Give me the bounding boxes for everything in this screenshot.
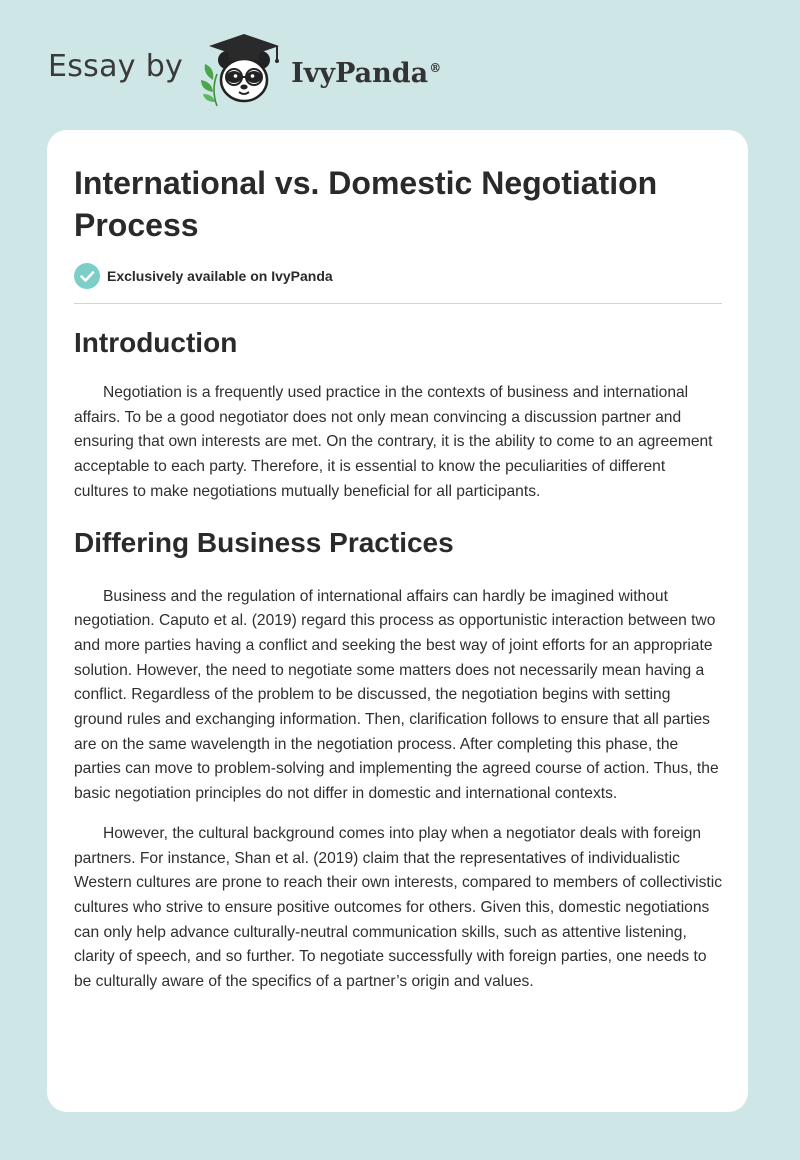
essay-card [47, 130, 748, 1112]
check-circle-icon [74, 263, 100, 289]
exclusive-label: Exclusively available on IvyPanda [107, 268, 333, 284]
essay-title: International vs. Domestic Negotiation Process [74, 165, 658, 243]
section-heading-differing-business-practices: Differing Business Practices [74, 526, 454, 558]
site-brand[interactable] [48, 30, 441, 110]
brand-prefix: Essay by [48, 48, 184, 84]
registered-mark: ® [429, 60, 442, 75]
essay-body [74, 323, 722, 995]
panda-logo-icon [199, 30, 287, 110]
paragraph: Business and the regulation of international affairs can hardly be imagined without negotiation. Caputo et al. (2019) regard this process as opportunistic interaction between two and more parties having a conflict and seeking the best way of joint efforts for an appropriate solution. However, the need to negotiate some matters does not necessarily mean having a conflict. Regardless of the problem to be discussed, the negotiation begins with setting ground rules and exchanging information. Then, clarification follows to ensure that all parties are on the same wavelength in the negotiation process. After completing this phase, the parties can move to problem-solving and implementing the agreed course of action. Thus, the basic negotiation principles do not differ in domestic and international contexts. [74, 587, 719, 803]
paragraph: However, the cultural background comes into play when a negotiator deals with foreign partners. For instance, Shan et al. (2019) claim that the representatives of individualistic Western cultures are prone to reach their own interests, compared to members of collectivistic cultures who strive to ensure positive outcomes for others. Given this, domestic negotiations can only help advance culturally-neutral communication skills, such as attentive listening, clarity of speech, and so further. To negotiate successfully with foreign parties, one needs to be culturally aware of the specifics of a partner’s origin and values. [74, 824, 722, 991]
brand-name [291, 58, 441, 89]
brand-name-text: IvyPanda [291, 57, 429, 89]
paragraph: Negotiation is a frequently used practice in the contexts of business and international affairs. To be a good negotiator does not only mean convincing a discussion partner and ensuring that own interests are met. On the contrary, it is the ability to come to an agreement acceptable to each party. Therefore, it is essential to know the peculiarities of different cultures to make negotiations mutually beneficial for all participants. [74, 384, 713, 500]
header-divider [74, 303, 722, 304]
section-heading-introduction: Introduction [74, 327, 238, 358]
exclusive-badge [74, 263, 333, 289]
